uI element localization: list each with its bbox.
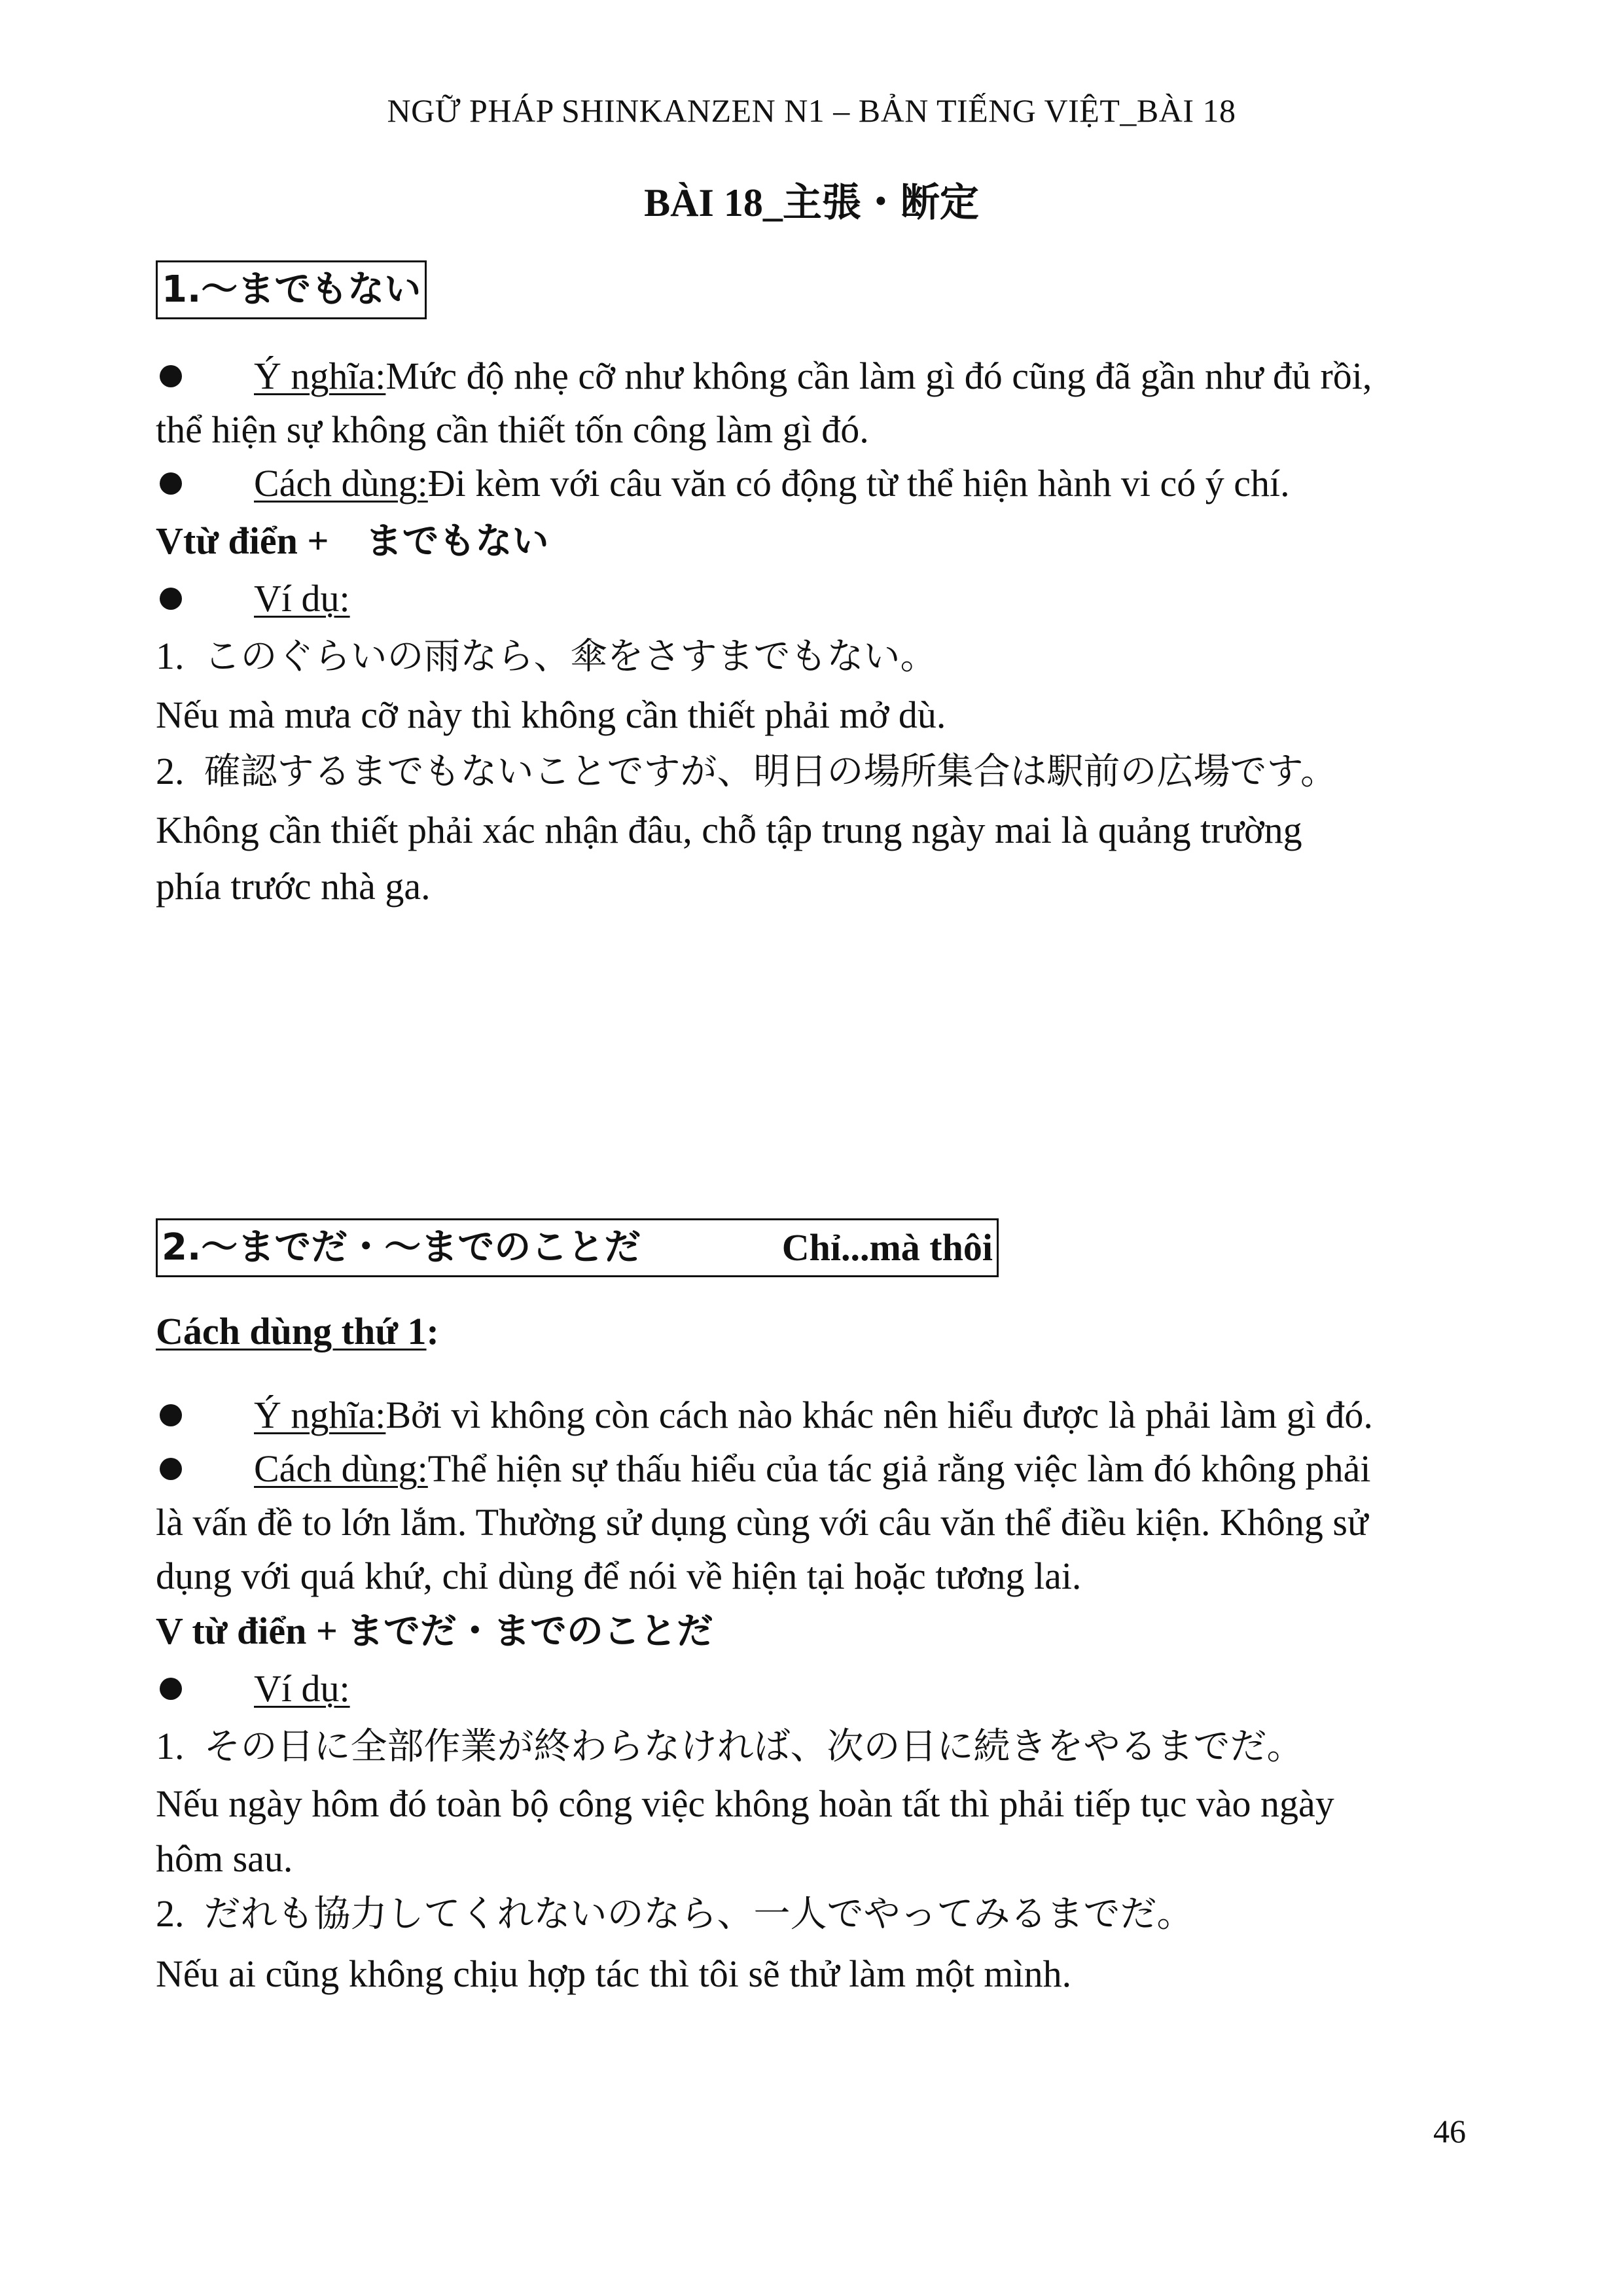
section1-heading: 1.〜までもない [156, 260, 427, 319]
example-vi: Nếu mà mưa cỡ này thì không cần thiết phải mở dù. [156, 694, 946, 736]
example-vi: Không cần thiết phải xác nhận đâu, chỗ tập trung ngày mai là quảng trường [156, 809, 1302, 851]
usage-label: Cách dùng: [254, 462, 428, 504]
example-jp: 2. 確認するまでもないことですが、明日の場所集合は駅前の広場です。 [156, 750, 1338, 793]
example-vi: Nếu ngày hôm đó toàn bộ công việc không hoàn tất thì phải tiếp tục vào ngày [156, 1782, 1334, 1825]
section2-heading-vi: Chỉ...mà thôi [781, 1226, 993, 1269]
section2-usage-cont: dụng với quá khứ, chỉ dùng để nói về hiện tại hoặc tương lai. [156, 1555, 1082, 1597]
pattern-jp: までもない [365, 520, 549, 563]
lesson-title: BÀI 18_主張・断定 [644, 181, 979, 224]
usage-text: Đi kèm với câu văn có động từ thể hiện hành vi có ý chí. [427, 462, 1290, 504]
bullet-icon [160, 1404, 182, 1426]
bullet-icon [160, 472, 182, 495]
bullet-icon [160, 1458, 182, 1480]
bullet-icon [160, 588, 182, 610]
section1-meaning-cont: thể hiện sự không cần thiết tốn công làm gì đó. [156, 408, 869, 451]
section1-meaning [254, 349, 1372, 403]
example-vi-cont: phía trước nhà ga. [156, 865, 431, 908]
section2-example-label: Ví dụ: [254, 1667, 350, 1710]
section1-example-label: Ví dụ: [254, 577, 350, 620]
meaning-text: Mức độ nhẹ cỡ như không cần làm gì đó cũng đã gần như đủ rồi, [385, 355, 1372, 397]
section2-meaning: Ý nghĩa:Bởi vì không còn cách nào khác nên hiểu được là phải làm gì đó. [254, 1394, 1373, 1436]
section2-subheading: Cách dùng thứ 1: [156, 1310, 439, 1352]
example-jp: 1. その日に全部作業が終わらなければ、次の日に続きをやるまでだ。 [156, 1725, 1304, 1768]
section2-heading [156, 1218, 999, 1277]
running-header: NGỮ PHÁP SHINKANZEN N1 – BẢN TIẾNG VIỆT_BÀI 18 [387, 92, 1236, 129]
section1-usage [254, 457, 1290, 510]
bullet-icon [160, 365, 182, 387]
section2-usage: Cách dùng:Thể hiện sự thấu hiểu của tác giả rằng việc làm đó không phải [254, 1447, 1371, 1490]
section2-pattern: V từ điển + までだ・までのことだ [156, 1610, 713, 1653]
example-vi-cont: hôm sau. [156, 1837, 293, 1880]
pattern-prefix: Vtừ điển + [156, 520, 329, 562]
section2-heading-jp: 2.〜までだ・〜までのことだ [162, 1226, 641, 1269]
example-jp: 2. だれも協力してくれないのなら、一人でやってみるまでだ。 [156, 1892, 1194, 1935]
meaning-label: Ý nghĩa: [254, 355, 386, 397]
section1-pattern [156, 514, 548, 569]
page-number: 46 [1433, 2113, 1466, 2149]
example-jp: 1. このぐらいの雨なら、傘をさすまでもない。 [156, 635, 937, 678]
example-vi: Nếu ai cũng không chịu hợp tác thì tôi sẽ thử làm một mình. [156, 1952, 1072, 1995]
section2-usage-cont: là vấn đề to lớn lắm. Thường sử dụng cùng với câu văn thể điều kiện. Không sử [156, 1501, 1368, 1544]
bullet-icon [160, 1678, 182, 1700]
